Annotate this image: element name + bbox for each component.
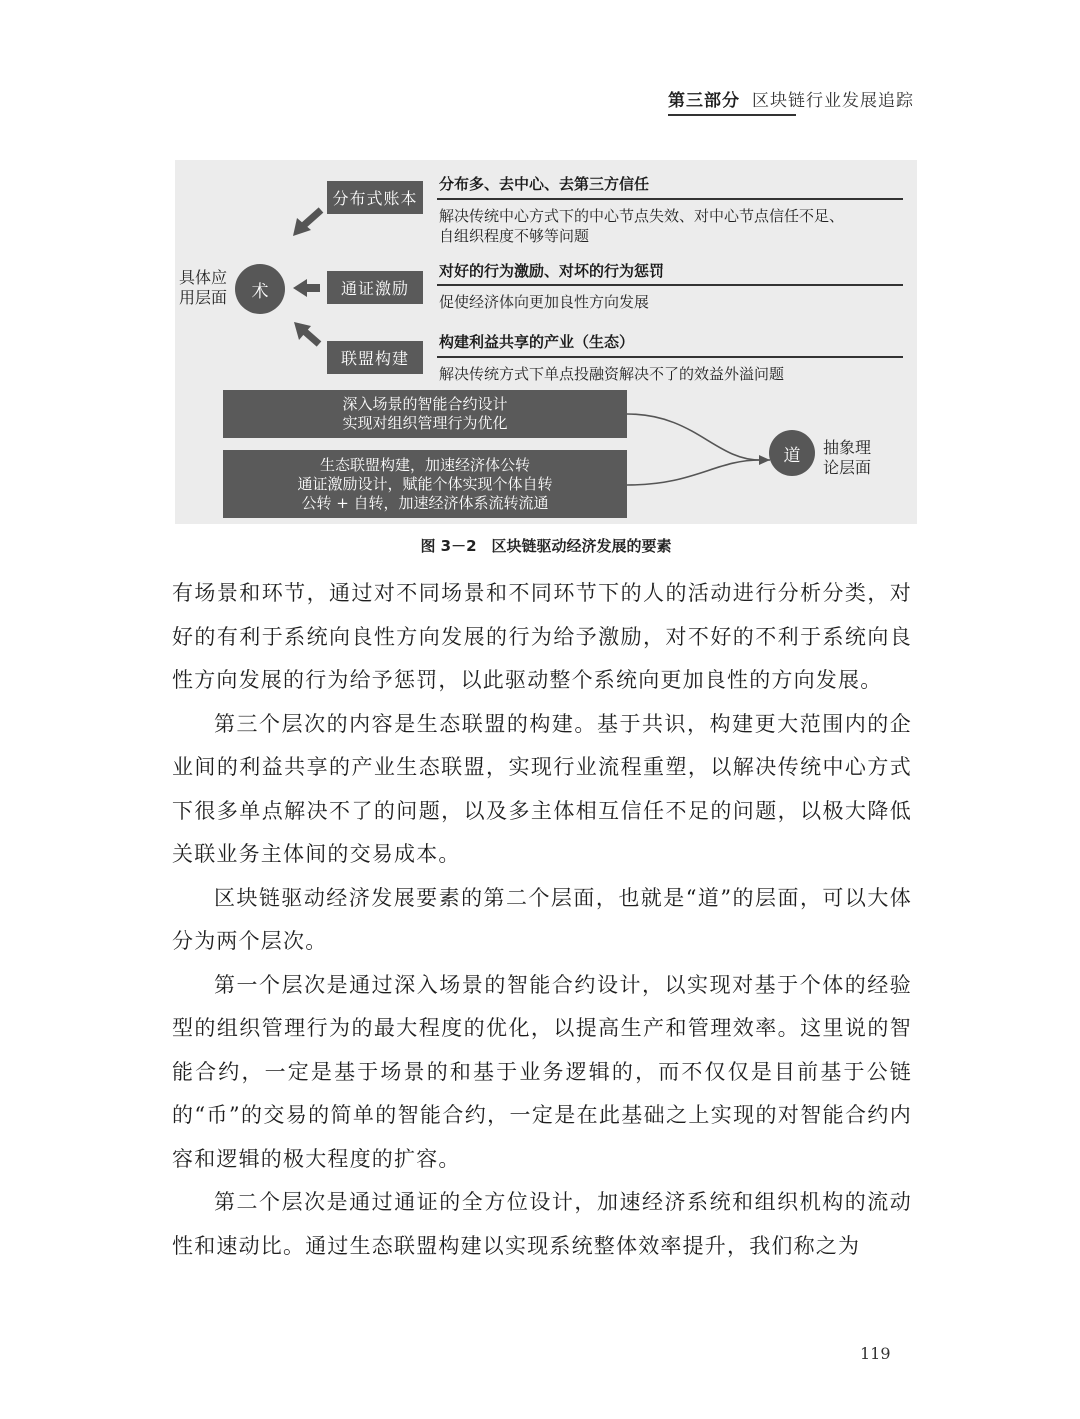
arrow-up-left-icon xyxy=(293,210,321,236)
running-header xyxy=(560,82,914,118)
paragraph-2: 第三个层次的内容是生态联盟的构建。基于共识，构建更大范围内的企业间的利益共享的产业生态联盟，实现行业流程重塑，以解决传统中心方式下很多单点解决不了的问题，以及多主体相互信任不足的问题，以极大降低关联业务主体间的交易成本。 xyxy=(172,711,912,866)
right-level-label xyxy=(823,438,879,478)
desc-text-1 xyxy=(439,206,915,246)
desc-title-3: 构建利益共享的产业（生态） xyxy=(439,333,635,351)
dao-circle xyxy=(769,430,815,476)
box-ecosystem xyxy=(223,450,627,518)
part-title: 区块链行业发展追踪 xyxy=(752,91,914,111)
header-underline xyxy=(668,114,796,116)
box-alliance-text: 联盟构建 xyxy=(340,349,409,368)
left-level-label-text: 具体应用层面 xyxy=(179,268,228,307)
box-alliance xyxy=(327,341,423,374)
desc-rule-1 xyxy=(437,198,903,200)
smart-contract-line-1: 深入场景的智能合约设计 xyxy=(342,395,508,413)
desc-rule-3 xyxy=(437,356,903,358)
desc-text-2 xyxy=(439,292,915,312)
desc-title-2: 对好的行为激励、对坏的行为惩罚 xyxy=(439,262,665,280)
desc-rule-2 xyxy=(437,284,903,286)
desc-1-line-1: 解决传统中心方式下的中心节点失效、对中心节点信任不足、 xyxy=(439,207,845,225)
ecosystem-line-3: 公转 + 自转，加速经济体系流转流通 xyxy=(301,493,549,512)
desc-2-line-1: 促使经济体向更加良性方向发展 xyxy=(439,293,650,311)
ecosystem-line-2: 通证激励设计，赋能个体实现个体自转 xyxy=(297,474,553,493)
box-distributed-ledger-text: 分布式账本 xyxy=(332,189,418,208)
paragraph-4: 第一个层次是通过深入场景的智能合约设计，以实现对基于个体的经验型的组织管理行为的最大程度的优化，以提高生产和管理效率。这里说的智能合约，一定是基于场景的和基于业务逻辑的，而不仅仅是目前基于公链的“币”的交易的简单的智能合约，一定是在此基础之上实现的对智能合约内容和逻辑的极大程度的扩容。 xyxy=(172,972,912,1171)
figure-3-2 xyxy=(175,160,917,524)
box-smart-contract xyxy=(223,390,627,438)
arrow-down-left-icon xyxy=(294,322,319,344)
paragraph-3: 区块链驱动经济发展要素的第二个层面，也就是“道”的层面，可以大体分为两个层次。 xyxy=(172,885,912,953)
box-token-incentive-text: 通证激励 xyxy=(340,279,409,298)
desc-3-line-1: 解决传统方式下单点投融资解决不了的效益外溢问题 xyxy=(439,365,785,383)
converging-curves xyxy=(627,414,770,485)
dao-text: 道 xyxy=(783,445,801,466)
right-level-label-text: 抽象理论层面 xyxy=(823,438,872,477)
desc-title-1: 分布多、去中心、去第三方信任 xyxy=(439,175,650,193)
page-number: 119 xyxy=(860,1344,891,1363)
figure-caption: 图 3－2 区块链驱动经济发展的要素 xyxy=(420,537,672,555)
shu-text: 术 xyxy=(251,281,269,302)
box-token-incentive xyxy=(327,271,423,304)
arrow-left-icon xyxy=(293,279,320,297)
part-label: 第三部分 xyxy=(668,91,740,111)
desc-text-3 xyxy=(439,364,915,384)
desc-1-line-2: 自组织程度不够等问题 xyxy=(439,227,590,245)
box-distributed-ledger xyxy=(327,181,423,214)
ecosystem-line-1: 生态联盟构建，加速经济体公转 xyxy=(319,455,530,474)
body-text xyxy=(172,572,912,1268)
paragraph-5: 第二个层次是通过通证的全方位设计，加速经济系统和组织机构的流动性和速动比。通过生态联盟构建以实现系统整体效率提升，我们称之为 xyxy=(172,1190,912,1258)
paragraph-1: 有场景和环节，通过对不同场景和不同环节下的人的活动进行分析分类，对好的有利于系统向良性方向发展的行为给予激励，对不好的不利于系统向良性方向发展的行为给予惩罚，以此驱动整个系统向更加良性的方向发展。 xyxy=(172,581,912,692)
smart-contract-line-2: 实现对组织管理行为优化 xyxy=(342,414,508,432)
